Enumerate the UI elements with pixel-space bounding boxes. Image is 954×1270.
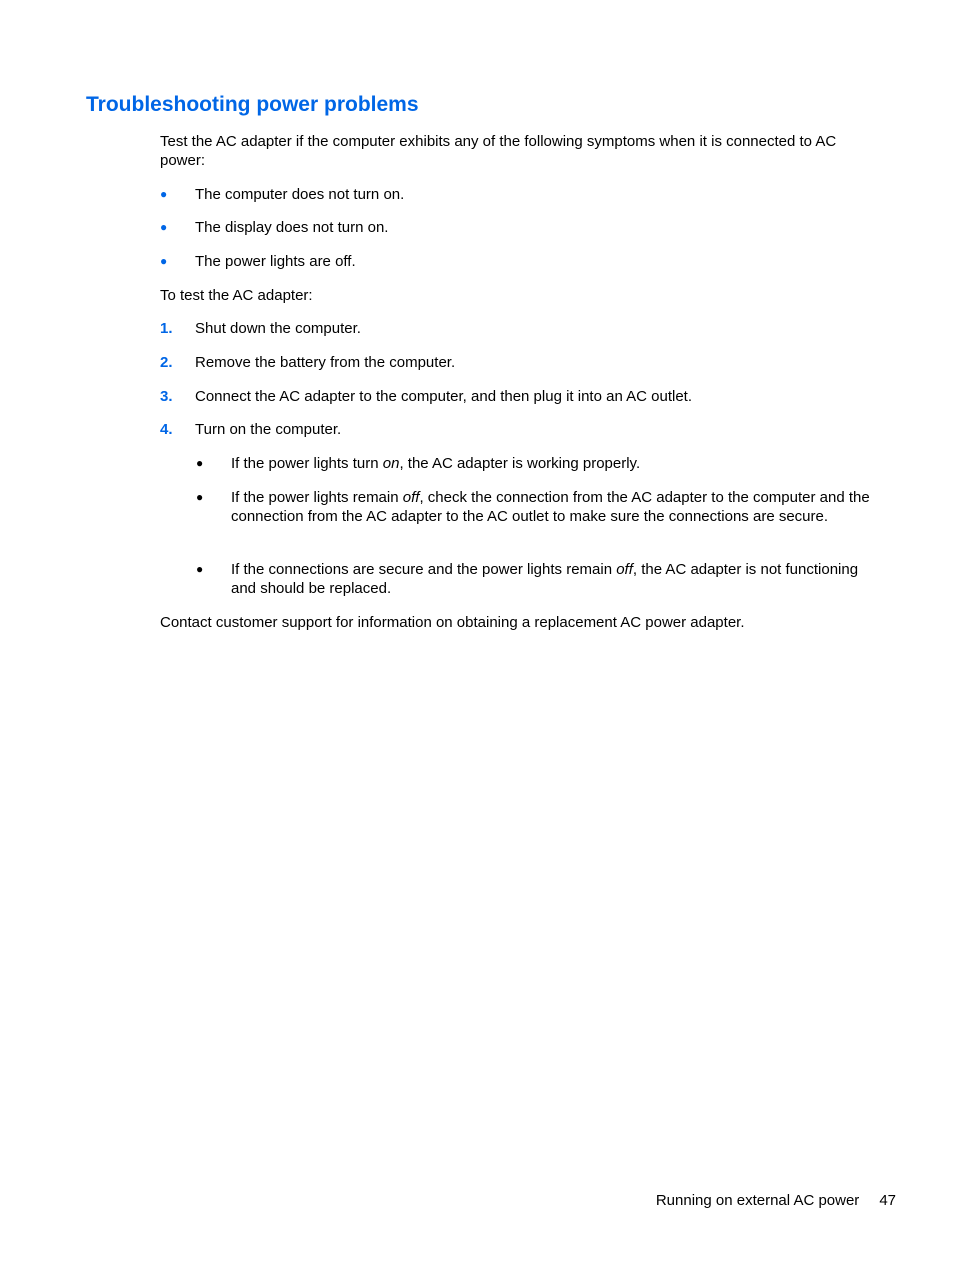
bullet-icon: ● — [160, 220, 168, 234]
bullet-icon: ● — [160, 187, 168, 201]
intro-paragraph: Test the AC adapter if the computer exhibits any of the following symptoms when it is connected to AC power: — [160, 133, 837, 169]
test-intro-paragraph: To test the AC adapter: — [160, 287, 313, 304]
step-text: Remove the battery from the computer. — [195, 354, 456, 371]
closing-paragraph: Contact customer support for information on obtaining a replacement AC power adapter. — [160, 614, 745, 631]
symptom-text: The display does not turn on. — [195, 219, 389, 236]
footer-section-title: Running on external AC power — [655, 1192, 860, 1209]
result-text: If the connections are secure and the power lights remain off, the AC adapter is not functioning and should be replaced. — [231, 561, 859, 597]
page-title: Troubleshooting power problems — [86, 93, 419, 116]
step-text: Turn on the computer. — [195, 421, 342, 438]
bullet-icon: ● — [196, 456, 204, 470]
step-text: Shut down the computer. — [195, 320, 361, 337]
bullet-icon: ● — [160, 254, 168, 268]
page-footer — [656, 1191, 896, 1210]
step-number: 4. — [160, 421, 173, 438]
symptom-text: The computer does not turn on. — [195, 186, 405, 203]
step-number: 1. — [160, 320, 173, 337]
step-number: 3. — [160, 388, 173, 405]
result-text: If the power lights turn on, the AC adapter is working properly. — [231, 455, 641, 472]
result-text: If the power lights remain off, check the connection from the AC adapter to the computer and the connection from the AC adapter to the AC outlet to make sure the connections are secure. — [231, 489, 870, 525]
page-number: 47 — [879, 1192, 896, 1209]
step-number: 2. — [160, 354, 173, 371]
step-text: Connect the AC adapter to the computer, and then plug it into an AC outlet. — [195, 388, 692, 405]
symptom-text: The power lights are off. — [195, 253, 356, 270]
bullet-icon: ● — [196, 562, 204, 576]
bullet-icon: ● — [196, 490, 204, 504]
